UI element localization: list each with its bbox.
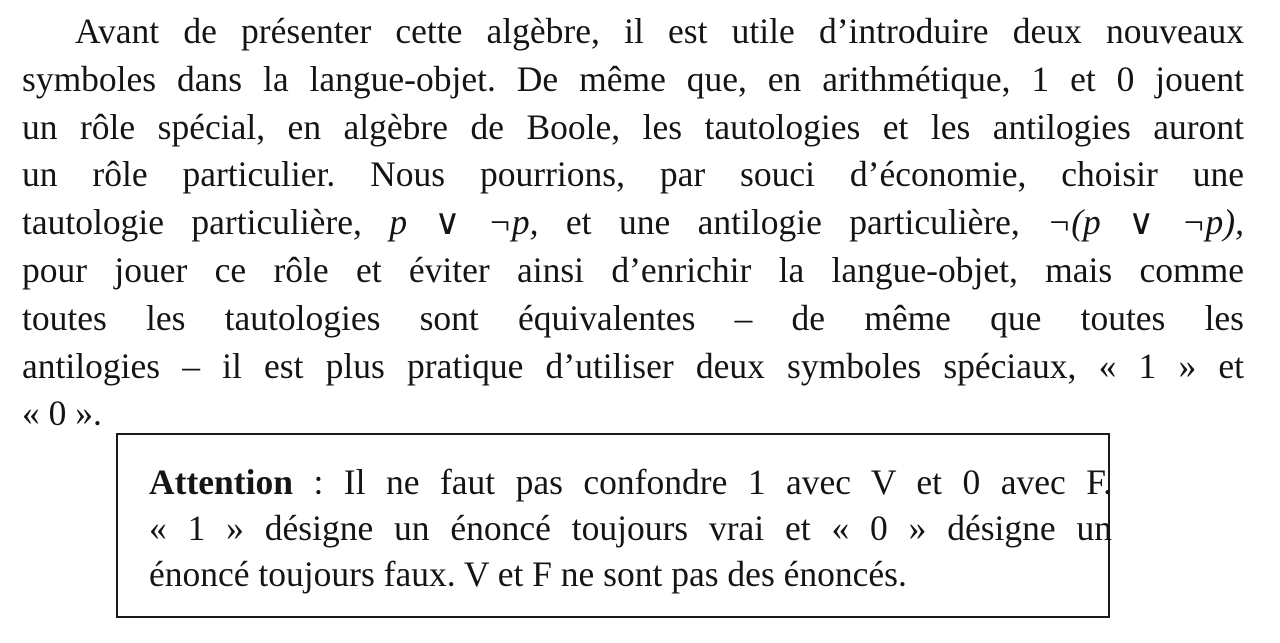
attention-line-1-rest: : Il ne faut pas confondre 1 avec V et 0 avec F. bbox=[292, 462, 1112, 502]
attention-line-3: énoncé toujours faux. V et F ne sont pas des énoncés. bbox=[149, 554, 907, 594]
attention-box bbox=[116, 433, 1110, 618]
line-5-text-middle: et une antilogie particulière, bbox=[538, 202, 1048, 243]
paragraph-line-8: antilogies – il est plus pratique d’utiliser deux symboles spéciaux, « 1 » et bbox=[22, 345, 1244, 386]
line-5-text-start: tautologie particulière, bbox=[22, 202, 390, 243]
attention-label: Attention bbox=[149, 462, 293, 502]
paragraph-line-9: « 0 ». bbox=[22, 393, 102, 434]
attention-text bbox=[149, 459, 1112, 597]
main-paragraph bbox=[22, 8, 1244, 438]
paragraph-line-4: un rôle particulier. Nous pourrions, par souci d’économie, choisir une bbox=[22, 154, 1244, 195]
paragraph-line-1: Avant de présenter cette algèbre, il est utile d’introduire deux nouveaux bbox=[75, 11, 1244, 51]
paragraph-line-3: un rôle spécial, en algèbre de Boole, les tautologies et les antilogies auront bbox=[22, 106, 1244, 147]
attention-line-1 bbox=[149, 459, 1112, 505]
tautology-formula: p ∨ ¬p, bbox=[389, 202, 539, 243]
antilogy-formula: ¬(p ∨ ¬p), bbox=[1047, 202, 1245, 243]
paragraph-line-5 bbox=[22, 199, 1244, 247]
paragraph-line-2: symboles dans la langue-objet. De même que, en arithmétique, 1 et 0 jouent bbox=[22, 58, 1244, 99]
paragraph-line-7: toutes les tautologies sont équivalentes – de même que toutes les bbox=[22, 297, 1244, 338]
paragraph-line-6: pour jouer ce rôle et éviter ainsi d’enrichir la langue-objet, mais comme bbox=[22, 249, 1244, 290]
attention-line-2: « 1 » désigne un énoncé toujours vrai et « 0 » désigne un bbox=[149, 508, 1112, 548]
